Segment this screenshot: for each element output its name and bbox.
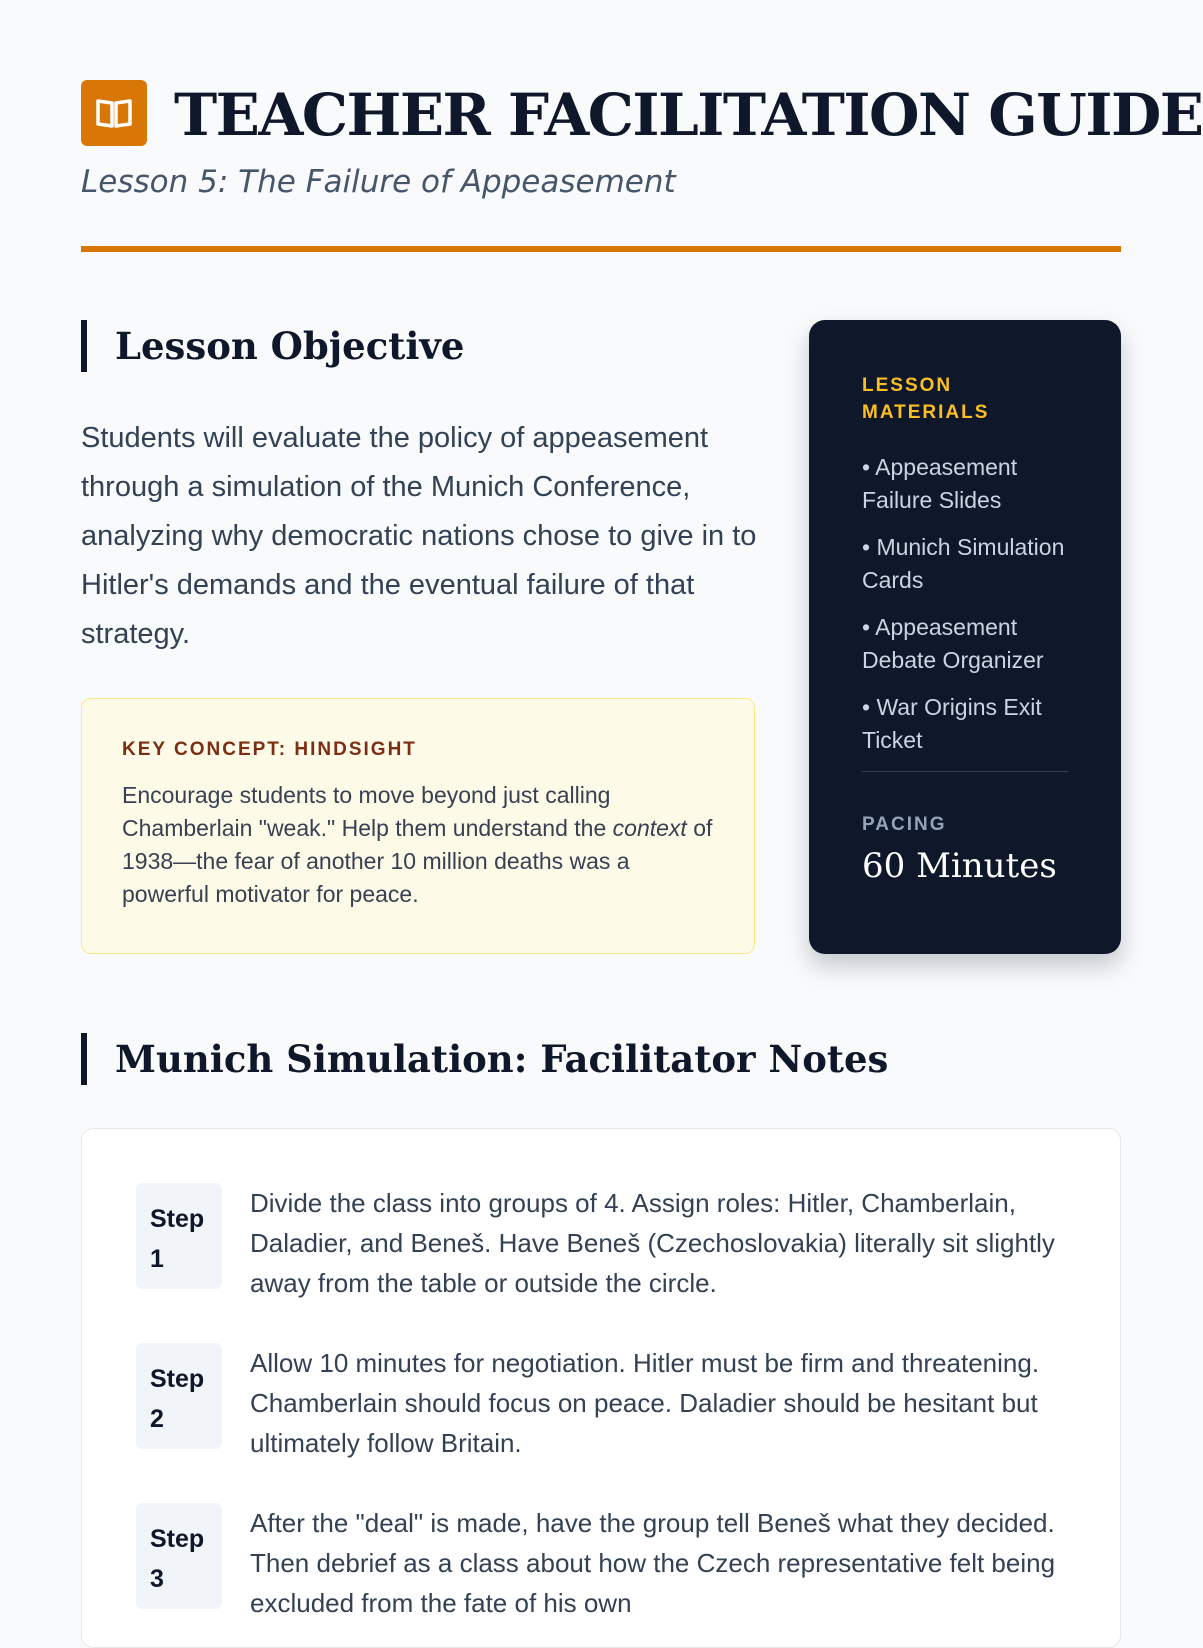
step-label: Step: [150, 1205, 205, 1233]
step-number: 3: [150, 1565, 164, 1593]
materials-item: • War Origins Exit Ticket: [862, 694, 1042, 753]
step-text: After the "deal" is made, have the group tell Beneš what they decided. Then debrief as a class about how the Czech representative felt being excluded from the fate of his own: [250, 1508, 1056, 1618]
pacing-label: PACING: [862, 814, 947, 835]
key-concept-title: KEY CONCEPT: HINDSIGHT: [122, 739, 417, 760]
step-label: Step: [150, 1525, 205, 1553]
materials-item: • Munich Simulation Cards: [862, 534, 1065, 593]
objective-heading: Lesson Objective: [81, 320, 464, 372]
step-text: Allow 10 minutes for negotiation. Hitler must be firm and threatening. Chamberlain should focus on peace. Daladier should be hesitant but ultimately follow Britain.: [250, 1348, 1040, 1458]
page-subtitle: Lesson 5: The Failure of Appeasement: [81, 164, 676, 200]
step-number: 1: [150, 1245, 164, 1273]
key-concept-text-start: Encourage students to move beyond just calling Chamberlain "weak." Help them understand the: [122, 782, 613, 841]
pacing-value: 60 Minutes: [862, 846, 1057, 886]
materials-list: [862, 451, 1069, 757]
header-divider: [81, 246, 1121, 252]
materials-item: • Appeasement Debate Organizer: [862, 614, 1044, 673]
page-title: TEACHER FACILITATION GUIDE: [174, 81, 1203, 149]
key-concept-body: [122, 779, 714, 911]
open-book-icon: [81, 80, 147, 146]
step-text: Divide the class into groups of 4. Assign roles: Hitler, Chamberlain, Daladier, and Beneš. Have Beneš (Czechoslovakia) literally sit slightly away from the table or outside the circle.: [250, 1188, 1055, 1298]
step-badge: [136, 1503, 222, 1609]
lesson-materials-card: [809, 320, 1121, 954]
key-concept-emphasis: context: [612, 815, 687, 841]
materials-label: LESSON MATERIALS: [862, 375, 990, 423]
key-concept-callout: [81, 698, 755, 954]
materials-divider: [862, 771, 1068, 772]
step-badge: [136, 1183, 222, 1289]
objective-text: Students will evaluate the policy of appeasement through a simulation of the Munich Conference, analyzing why democratic nations chose to give in to Hitler's demands and the eventual failure of that strategy.: [81, 422, 757, 650]
simulation-heading: Munich Simulation: Facilitator Notes: [81, 1033, 888, 1085]
key-concept-text-end: of 1938—the fear of another 10 million deaths was a powerful motivator for peace.: [122, 815, 713, 907]
facilitator-notes-card: [81, 1128, 1121, 1648]
step-badge: [136, 1343, 222, 1449]
step-number: 2: [150, 1405, 164, 1433]
step-label: Step: [150, 1365, 205, 1393]
materials-item: • Appeasement Failure Slides: [862, 454, 1018, 513]
